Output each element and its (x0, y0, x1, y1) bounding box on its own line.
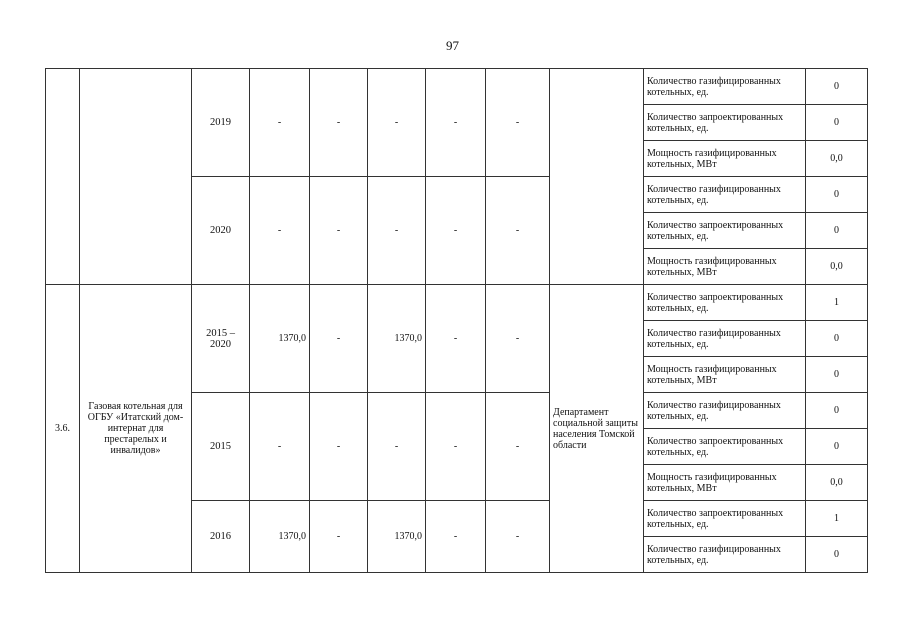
indicator-label: Мощность газифицированных котельных, МВт (644, 249, 806, 285)
federal-cell: - (310, 501, 368, 573)
regional-cell: 1370,0 (368, 501, 426, 573)
table-row (46, 285, 868, 321)
indicator-label: Количество газифицированных котельных, ед. (644, 321, 806, 357)
local-cell: - (426, 501, 486, 573)
total-cell: 1370,0 (250, 501, 310, 573)
regional-cell: 1370,0 (368, 285, 426, 393)
total-cell: - (250, 177, 310, 285)
federal-cell: - (310, 393, 368, 501)
executor-cell-empty (550, 69, 644, 285)
federal-cell: - (310, 69, 368, 177)
year-cell: 2019 (192, 69, 250, 177)
total-cell: - (250, 69, 310, 177)
item-name-cell-empty (80, 69, 192, 285)
indicator-value: 1 (806, 285, 868, 321)
indicator-label: Мощность газифицированных котельных, МВт (644, 465, 806, 501)
other-cell: - (486, 285, 550, 393)
indicator-value: 1 (806, 501, 868, 537)
indicator-label: Количество запроектированных котельных, ед. (644, 501, 806, 537)
indicator-value: 0 (806, 393, 868, 429)
indicator-label: Количество запроектированных котельных, ед. (644, 429, 806, 465)
indicator-value: 0,0 (806, 465, 868, 501)
local-cell: - (426, 69, 486, 177)
year-cell: 2015 – 2020 (192, 285, 250, 393)
indicator-value: 0 (806, 213, 868, 249)
other-cell: - (486, 69, 550, 177)
indicator-label: Количество запроектированных котельных, ед. (644, 105, 806, 141)
year-cell: 2015 (192, 393, 250, 501)
other-cell: - (486, 501, 550, 573)
item-number: 3.6. (46, 285, 80, 573)
indicator-label: Количество газифицированных котельных, ед. (644, 177, 806, 213)
indicator-value: 0,0 (806, 249, 868, 285)
year-cell: 2016 (192, 501, 250, 573)
indicator-label: Количество газифицированных котельных, ед. (644, 69, 806, 105)
item-number-cell-empty (46, 69, 80, 285)
indicator-value: 0 (806, 429, 868, 465)
regional-cell: - (368, 393, 426, 501)
federal-cell: - (310, 285, 368, 393)
indicator-label: Количество запроектированных котельных, ед. (644, 213, 806, 249)
indicator-label: Количество газифицированных котельных, ед. (644, 537, 806, 573)
local-cell: - (426, 393, 486, 501)
regional-cell: - (368, 69, 426, 177)
local-cell: - (426, 177, 486, 285)
indicator-value: 0 (806, 537, 868, 573)
year-cell: 2020 (192, 177, 250, 285)
table-row (46, 69, 868, 105)
other-cell: - (486, 177, 550, 285)
federal-cell: - (310, 177, 368, 285)
total-cell: 1370,0 (250, 285, 310, 393)
indicator-value: 0 (806, 105, 868, 141)
indicator-value: 0 (806, 357, 868, 393)
regional-cell: - (368, 177, 426, 285)
indicator-value: 0 (806, 321, 868, 357)
indicator-value: 0 (806, 69, 868, 105)
executor-cell: Департамент социальной защиты населения Томской области (550, 285, 644, 573)
local-cell: - (426, 285, 486, 393)
item-name: Газовая котельная для ОГБУ «Итатский дом-интернат для престарелых и инвалидов» (80, 285, 192, 573)
indicator-label: Мощность газифицированных котельных, МВт (644, 357, 806, 393)
page-number: 97 (446, 38, 459, 53)
total-cell: - (250, 393, 310, 501)
program-table (45, 68, 868, 573)
indicator-value: 0,0 (806, 141, 868, 177)
indicator-label: Количество запроектированных котельных, ед. (644, 285, 806, 321)
other-cell: - (486, 393, 550, 501)
indicator-value: 0 (806, 177, 868, 213)
indicator-label: Мощность газифицированных котельных, МВт (644, 141, 806, 177)
indicator-label: Количество газифицированных котельных, ед. (644, 393, 806, 429)
